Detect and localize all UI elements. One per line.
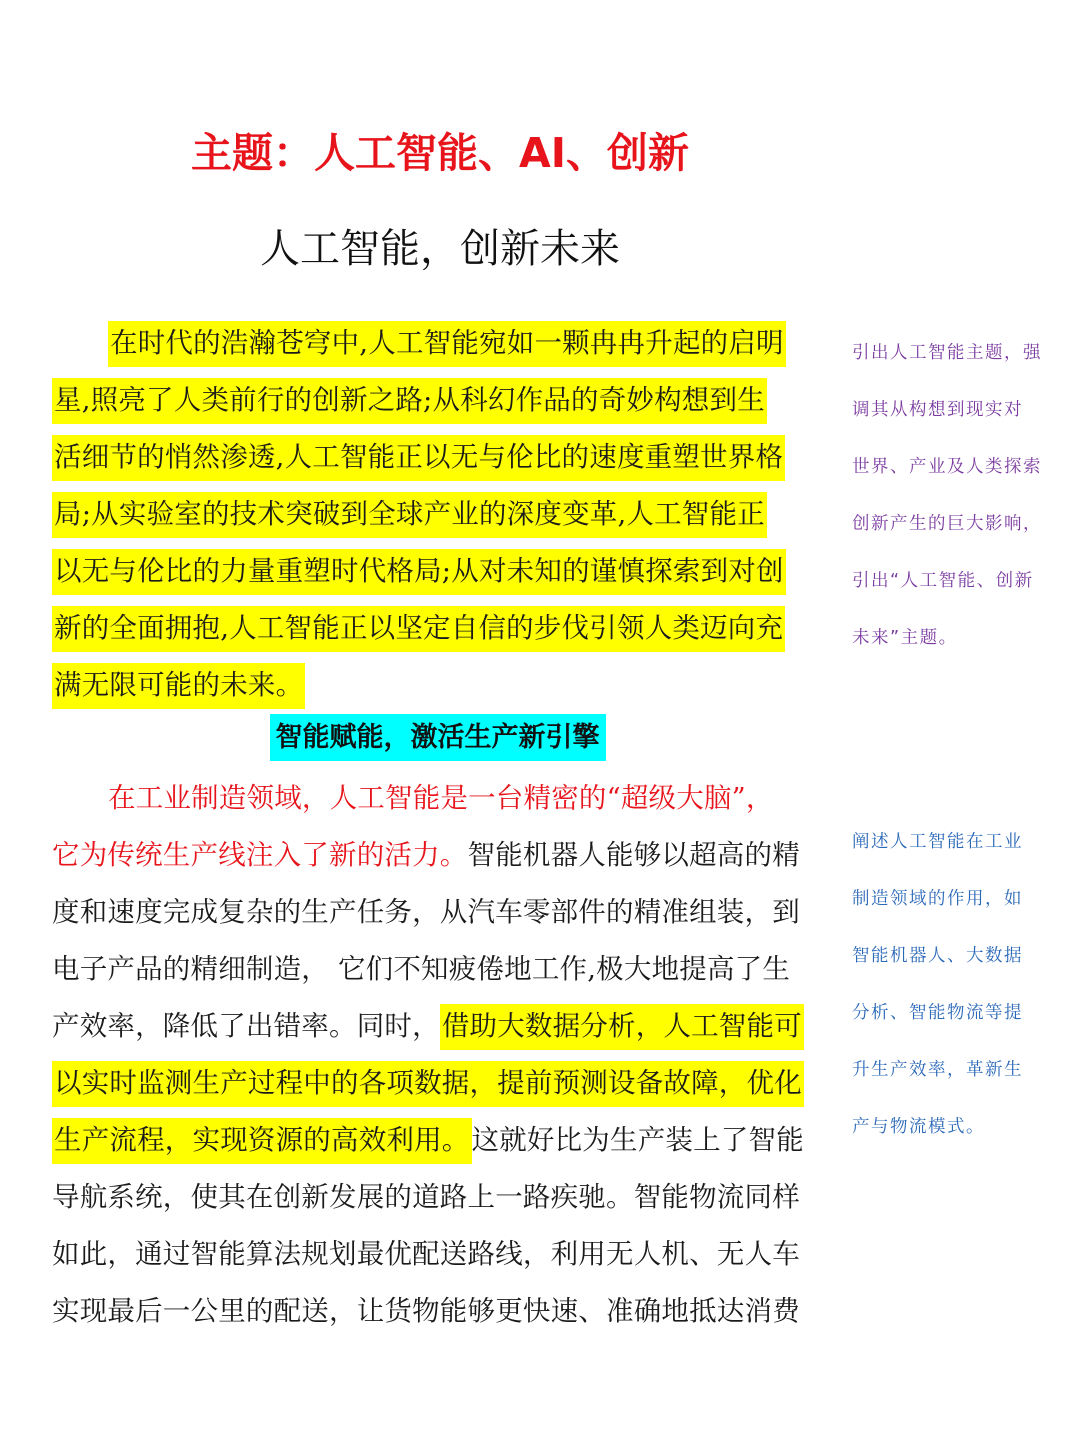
body-line: 在工业制造领域，人工智能是一台精密的“超级大脑”， bbox=[108, 782, 774, 814]
note-line: 产与物流模式。 bbox=[852, 1117, 985, 1137]
note-line: 引出人工智能主题，强 bbox=[852, 343, 1042, 363]
body-line: 它为传统生产线注入了新的活力。智能机器人能够以超高的精 bbox=[52, 839, 800, 871]
intro-line: 在时代的浩瀚苍穹中,人工智能宛如一颗冉冉升起的启明 bbox=[52, 315, 827, 372]
body-line: 生产流程，实现资源的高效利用。这就好比为生产装上了智能 bbox=[52, 1112, 827, 1169]
margin-note-industry bbox=[852, 814, 1067, 1156]
section-heading: 智能赋能，激活生产新引擎 bbox=[0, 712, 875, 764]
margin-note-intro bbox=[852, 325, 1067, 667]
note-line: 阐述人工智能在工业 bbox=[852, 832, 1023, 852]
intro-line: 活细节的悄然渗透,人工智能正以无与伦比的速度重塑世界格 bbox=[52, 429, 827, 486]
body-line: 如此，通过智能算法规划最优配送路线，利用无人机、无人车 bbox=[52, 1238, 800, 1270]
note-line: 制造领域的作用，如 bbox=[852, 889, 1023, 909]
intro-line: 以无与伦比的力量重塑时代格局;从对未知的谨慎探索到对创 bbox=[52, 543, 827, 600]
topic-heading: 主题：人工智能、AI、创新 bbox=[191, 129, 689, 177]
essay-title: 人工智能，创新未来 bbox=[260, 226, 620, 272]
body-line: 产效率，降低了出错率。同时，借助大数据分析，人工智能可 bbox=[52, 998, 827, 1055]
intro-paragraph bbox=[52, 315, 827, 714]
intro-line: 满无限可能的未来。 bbox=[52, 657, 827, 714]
body-line: 度和速度完成复杂的生产任务，从汽车零部件的精准组装，到 bbox=[52, 896, 800, 928]
body-line: 以实时监测生产过程中的各项数据，提前预测设备故障，优化 bbox=[52, 1055, 827, 1112]
note-line: 智能机器人、大数据 bbox=[852, 946, 1023, 966]
note-line: 创新产生的巨大影响， bbox=[852, 514, 1042, 534]
body-line: 实现最后一公里的配送，让货物能够更快速、准确地抵达消费 bbox=[52, 1295, 800, 1327]
body-paragraph bbox=[52, 770, 827, 1340]
note-line: 调其从构想到现实对 bbox=[852, 400, 1023, 420]
intro-line: 星,照亮了人类前行的创新之路;从科幻作品的奇妙构想到生 bbox=[52, 372, 827, 429]
note-line: 分析、智能物流等提 bbox=[852, 1003, 1023, 1023]
note-line: 世界、产业及人类探索 bbox=[852, 457, 1042, 477]
note-line: 未来”主题。 bbox=[852, 628, 958, 648]
intro-line: 局;从实验室的技术突破到全球产业的深度变革,人工智能正 bbox=[52, 486, 827, 543]
body-line: 导航系统，使其在创新发展的道路上一路疾驰。智能物流同样 bbox=[52, 1181, 800, 1213]
note-line: 引出“人工智能、创新 bbox=[852, 571, 1034, 591]
note-line: 升生产效率，革新生 bbox=[852, 1060, 1023, 1080]
intro-line: 新的全面拥抱,人工智能正以坚定自信的步伐引领人类迈向充 bbox=[52, 600, 827, 657]
body-line: 电子产品的精细制造， 它们不知疲倦地工作,极大地提高了生 bbox=[52, 953, 791, 985]
